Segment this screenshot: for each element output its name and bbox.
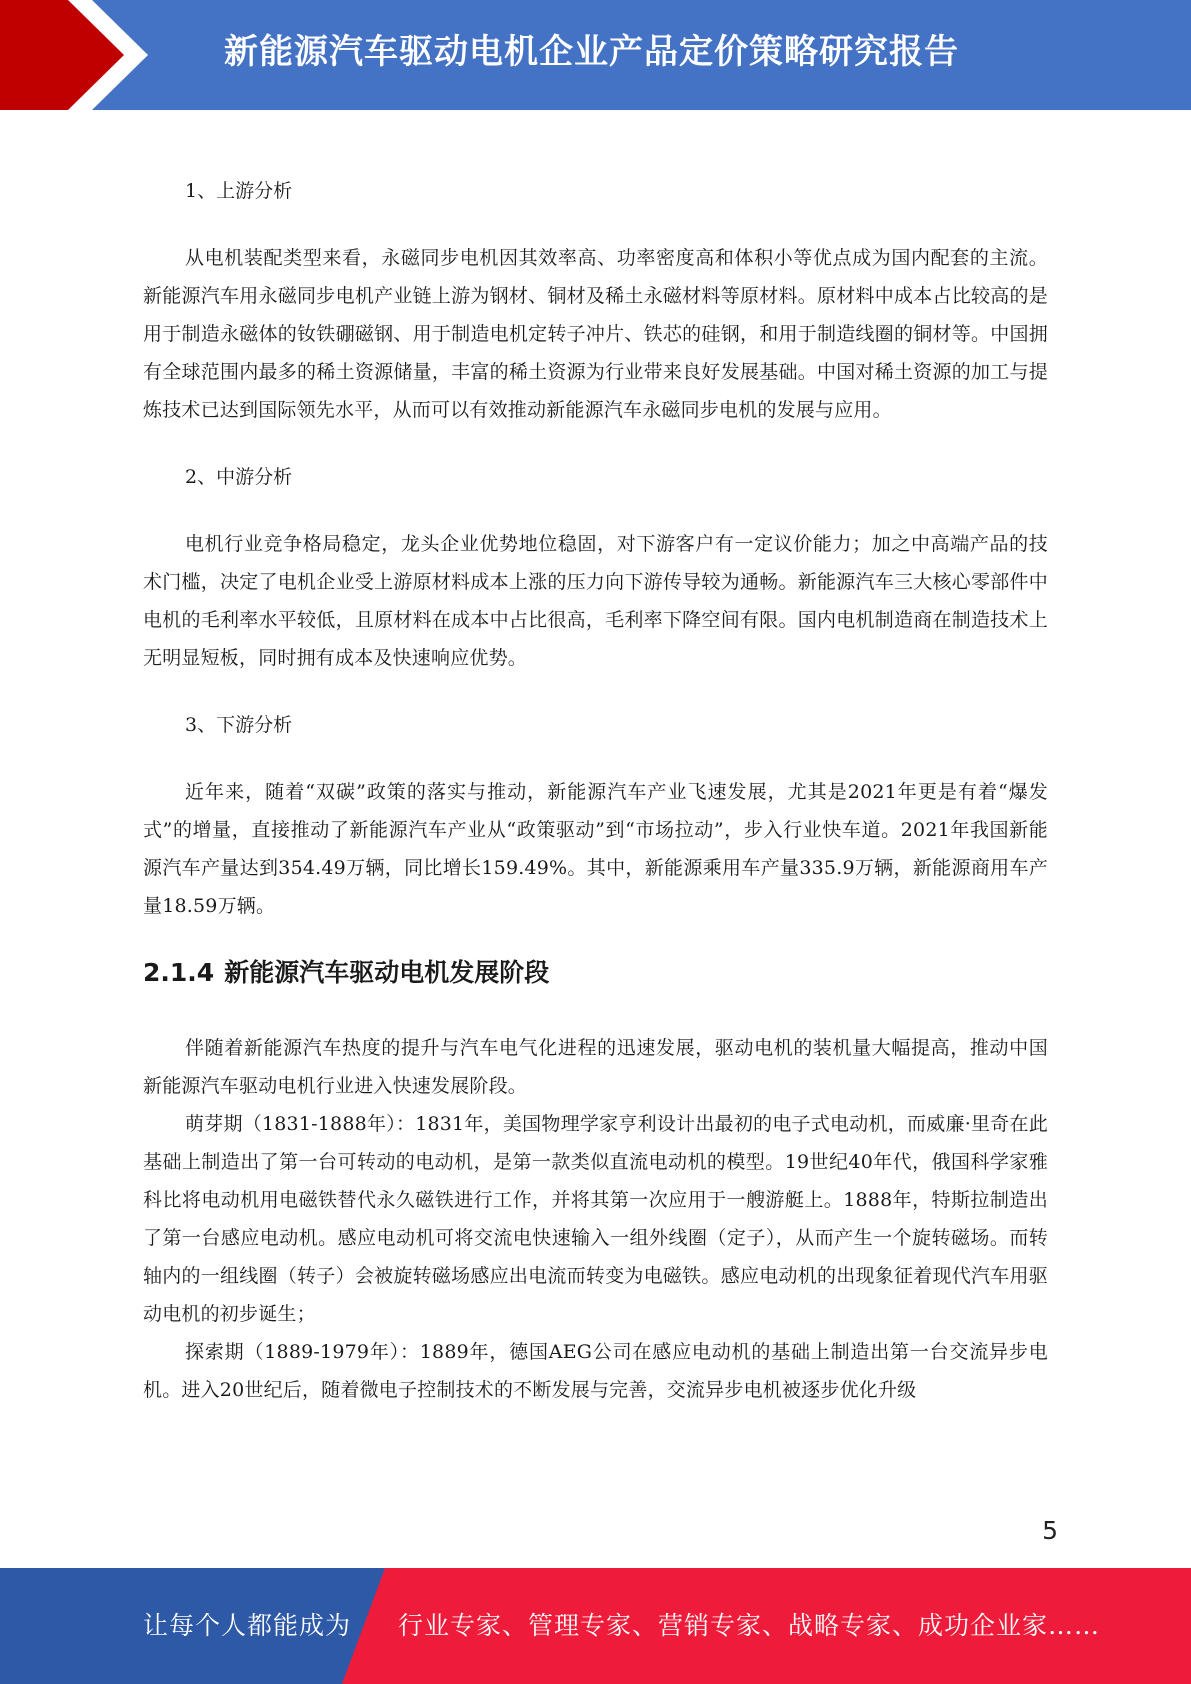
page-footer: [0, 1568, 1191, 1684]
paragraph-stage-explore: 探索期（1889-1979年）：1889年，德国AEG公司在感应电动机的基础上制造出第一台交流异步电机。进入20世纪后，随着微电子控制技术的不断发展与完善，交流异步电机被逐步优化升级: [143, 1341, 1048, 1401]
report-title: 新能源汽车驱动电机企业产品定价策略研究报告: [224, 32, 959, 72]
section-heading: [143, 954, 1048, 992]
footer-slogan-left: 让每个人都能成为: [143, 1611, 352, 1640]
section-title: 新能源汽车驱动电机发展阶段: [224, 958, 550, 987]
page-header: [0, 0, 1191, 110]
footer-slogan-right: 行业专家、管理专家、营销专家、战略专家、成功企业家……: [398, 1611, 1101, 1640]
paragraph-midstream: 电机行业竞争格局稳定，龙头企业优势地位稳固，对下游客户有一定议价能力；加之中高端产品的技术门槛，决定了电机企业受上游原材料成本上涨的压力向下游传导较为通畅。新能源汽车三大核心零部件中电机的毛利率水平较低，且原材料在成本中占比很高，毛利率下降空间有限。国内电机制造商在制造技术上无明显短板，同时拥有成本及快速响应优势。: [143, 533, 1048, 669]
page-number: 5: [1042, 1516, 1058, 1545]
subsection-heading-upstream: 1、上游分析: [185, 180, 293, 202]
subsection-heading-midstream: 2、中游分析: [185, 466, 293, 488]
section-number: 2.1.4: [143, 958, 215, 987]
paragraph-downstream: 近年来，随着“双碳”政策的落实与推动，新能源汽车产业飞速发展，尤其是2021年更是有着“爆发式”的增量，直接推动了新能源汽车产业从“政策驱动”到“市场拉动”，步入行业快车道。2021年我国新能源汽车产量达到354.49万辆，同比增长159.49%。其中，新能源乘用车产量335.9万辆，新能源商用车产量18.59万辆。: [143, 781, 1048, 917]
paragraph-stage-sprout: 萌芽期（1831-1888年）：1831年，美国物理学家亨利设计出最初的电子式电动机，而威廉·里奇在此基础上制造出了第一台可转动的电动机，是第一款类似直流电动机的模型。19世纪40年代，俄国科学家雅科比将电动机用电磁铁替代永久磁铁进行工作，并将其第一次应用于一艘游艇上。1888年，特斯拉制造出了第一台感应电动机。感应电动机可将交流电快速输入一组外线圈（定子），从而产生一个旋转磁场。而转轴内的一组线圈（转子）会被旋转磁场感应出电流而转变为电磁铁。感应电动机的出现象征着现代汽车用驱动电机的初步诞生；: [143, 1113, 1048, 1325]
subsection-heading-downstream: 3、下游分析: [185, 714, 293, 736]
paragraph-stage-intro: 伴随着新能源汽车热度的提升与汽车电气化进程的迅速发展，驱动电机的装机量大幅提高，推动中国新能源汽车驱动电机行业进入快速发展阶段。: [143, 1037, 1048, 1097]
page-body: [143, 172, 1048, 1409]
paragraph-upstream: 从电机装配类型来看，永磁同步电机因其效率高、功率密度高和体积小等优点成为国内配套的主流。新能源汽车用永磁同步电机产业链上游为钢材、铜材及稀土永磁材料等原材料。原材料中成本占比较高的是用于制造永磁体的钕铁硼磁钢、用于制造电机定转子冲片、铁芯的硅钢，和用于制造线圈的铜材等。中国拥有全球范围内最多的稀土资源储量，丰富的稀土资源为行业带来良好发展基础。中国对稀土资源的加工与提炼技术已达到国际领先水平，从而可以有效推动新能源汽车永磁同步电机的发展与应用。: [143, 247, 1048, 421]
